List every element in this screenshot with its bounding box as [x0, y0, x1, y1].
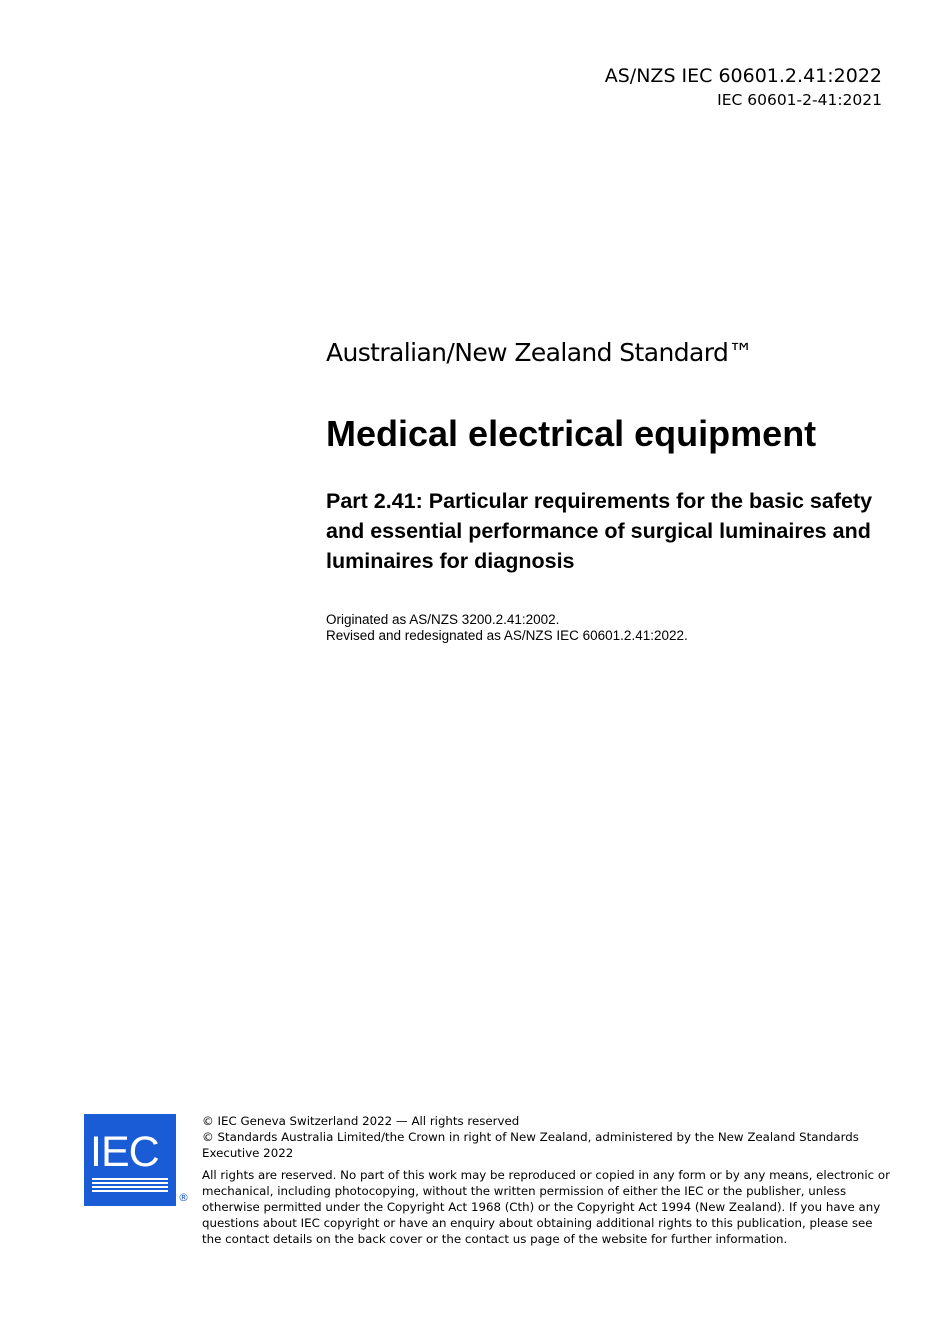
history-revised: Revised and redesignated as AS/NZS IEC 60601.2.41:2022. [326, 628, 688, 643]
copyright-standards-australia: © Standards Australia Limited/the Crown in right of New Zealand, administered by the New Zealand Standards Executive 2022 [202, 1130, 859, 1160]
standard-designation: AS/NZS IEC 60601.2.41:2022 [604, 65, 882, 87]
iec-designation: IEC 60601-2-41:2021 [717, 91, 882, 109]
rights-statement: All rights are reserved. No part of this work may be reproduced or copied in any form or by any means, electronic or mechanical, including photocopying, without the written permission of either the IEC or the publisher, unless otherwise permitted under the Copyright Act 1968 (Cth) or the Copyright Act 1994 (New Zealand). If you have any questions about IEC copyright or have an enquiry about obtaining additional rights to this publication, please see the contact details on the back cover or the contact us page of the website for further information. [202, 1168, 890, 1246]
page-title: Medical electrical equipment [326, 413, 817, 454]
copyright-notice [202, 1113, 892, 1161]
iec-logo-text: IEC [90, 1128, 159, 1176]
part-title: Part 2.41: Particular requirements for the basic safety and essential performance of surgical luminaires and luminaires for diagnosis [326, 489, 873, 573]
iec-logo-lines [92, 1178, 168, 1194]
history-originated: Originated as AS/NZS 3200.2.41:2002. [326, 612, 560, 627]
publication-history [326, 612, 688, 644]
copyright-iec: © IEC Geneva Switzerland 2022 — All rights reserved [202, 1114, 520, 1128]
standard-series: Australian/New Zealand Standard™ [326, 338, 753, 367]
registered-mark-icon: ® [178, 1191, 189, 1204]
iec-logo [84, 1114, 176, 1206]
